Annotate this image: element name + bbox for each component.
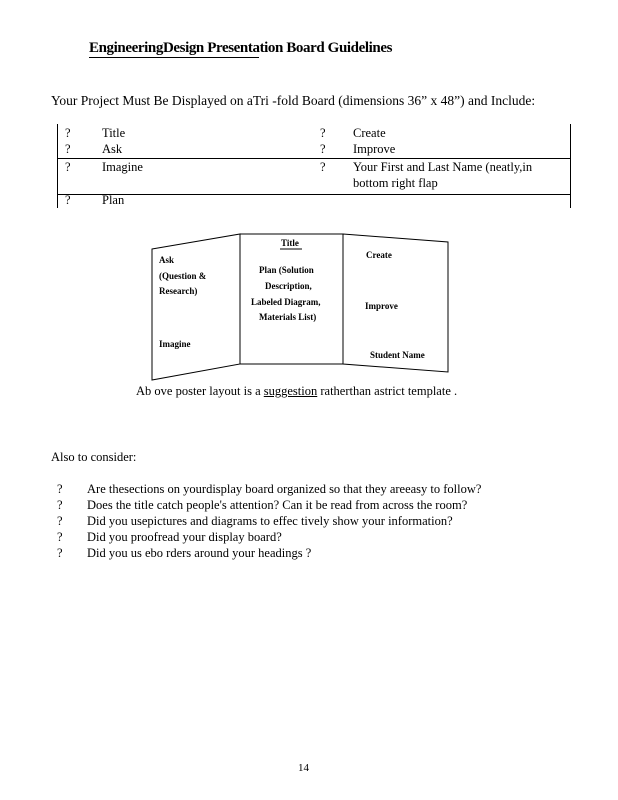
panel-student-name: Student Name xyxy=(370,350,425,360)
page-title: EngineeringDesign Presentation Board Guidelines xyxy=(89,40,393,56)
panel-plan: Description, xyxy=(265,281,312,291)
panel-question: (Question & xyxy=(159,271,207,281)
bullet-mark: ? xyxy=(57,482,63,496)
caption-text: ratherthan astrict template . xyxy=(317,384,458,398)
list-item-text: Does the title catch people's attention? Can it be read from across the room? xyxy=(87,498,468,512)
intro-text: Your Project Must Be Displayed on aTri -fold Board (dimensions 36” x 48”) and Include: xyxy=(51,93,536,108)
caption-text: Ab ove poster layout is a xyxy=(136,384,264,398)
table-item: bottom right flap xyxy=(353,176,438,190)
diagram-caption xyxy=(136,384,457,399)
caption-emphasis: suggestion xyxy=(263,384,318,398)
table-item: Imagine xyxy=(102,160,143,174)
panel-imagine: Imagine xyxy=(159,339,191,349)
bullet-mark: ? xyxy=(65,160,71,174)
panel-plan: Labeled Diagram, xyxy=(251,297,321,307)
list-item-text: Did you proofread your display board? xyxy=(87,530,282,544)
panel-research: Research) xyxy=(159,286,198,296)
panel-plan: Materials List) xyxy=(259,312,317,322)
panel-ask: Ask xyxy=(159,255,175,265)
panel-plan: Plan (Solution xyxy=(259,265,314,275)
bullet-mark: ? xyxy=(320,160,326,174)
bullet-mark: ? xyxy=(65,193,71,207)
panel-improve: Improve xyxy=(365,301,398,311)
panel-create: Create xyxy=(366,250,392,260)
bullet-mark: ? xyxy=(65,126,71,140)
bullet-mark: ? xyxy=(57,514,63,528)
bullet-mark: ? xyxy=(57,546,63,560)
bullet-mark: ? xyxy=(57,498,63,512)
bullet-mark: ? xyxy=(65,142,71,156)
panel-title: Title xyxy=(281,238,299,248)
bullet-mark: ? xyxy=(320,126,326,140)
table-item: Ask xyxy=(102,142,123,156)
table-item: Your First and Last Name (neatly,in xyxy=(353,160,533,174)
list-item-text: Did you us ebo rders around your headings ? xyxy=(87,546,312,560)
table-item: Plan xyxy=(102,193,125,207)
list-item-text: Are thesections on yourdisplay board organized so that they areeasy to follow? xyxy=(87,482,482,496)
list-item-text: Did you usepictures and diagrams to effec tively show your information? xyxy=(87,514,453,528)
consider-heading: Also to consider: xyxy=(51,450,137,464)
table-item: Improve xyxy=(353,142,396,156)
table-item: Create xyxy=(353,126,386,140)
bullet-mark: ? xyxy=(320,142,326,156)
bullet-mark: ? xyxy=(57,530,63,544)
page-number: 14 xyxy=(298,762,309,774)
table-item: Title xyxy=(102,126,126,140)
